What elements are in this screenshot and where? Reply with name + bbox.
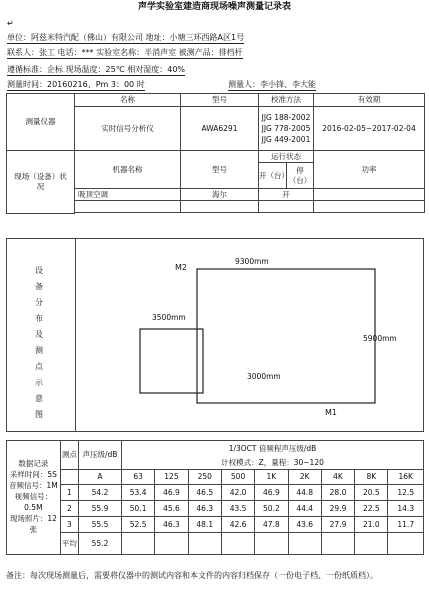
header-method: 校准方法 <box>259 94 314 107</box>
band-value: 42.6 <box>221 517 254 533</box>
col-run-status: 运行状态 <box>259 151 314 163</box>
band-value: 46.9 <box>255 485 288 501</box>
record-side-label: 数据记录 采样时间：5S 音频信号：1M 视频信号： 0.5M 现场照片：12 张 <box>7 441 61 555</box>
point-id: 1 <box>60 485 78 501</box>
band-value: 46.9 <box>155 485 188 501</box>
col-off: 停（台） <box>287 163 314 189</box>
band-500: 500 <box>221 470 254 485</box>
band-value: 46.3 <box>155 517 188 533</box>
band-63: 63 <box>121 470 154 485</box>
header-name: 名称 <box>75 94 181 107</box>
band-value: 43.5 <box>221 501 254 517</box>
empty-cell <box>75 201 181 213</box>
room-width-label: 9300mm <box>235 257 269 266</box>
instrument-name: 实时信号分析仪 <box>75 107 181 151</box>
band-value: 47.8 <box>255 517 288 533</box>
band-4k: 4K <box>321 470 354 485</box>
average-a: 55.2 <box>79 533 122 555</box>
point-m1: M1 <box>325 408 337 417</box>
info-unit: 单位：阿兹米特汽配（佛山）有限公司 地址：小塘三环西路A区1号 <box>7 33 245 42</box>
band-value: 22.5 <box>355 501 388 517</box>
equipment-model: 海尔 <box>181 189 259 201</box>
table-row-average <box>7 533 424 555</box>
weighting-mode: 计权模式：Z，量程：30~120 <box>121 456 423 470</box>
instrument-label: 测量仪器 <box>7 94 75 151</box>
band-value: 45.6 <box>155 501 188 517</box>
info-standard: 遵循标准：企标 现场温度：25℃ 相对湿度：40% <box>7 65 186 74</box>
band-16k: 16K <box>388 470 424 485</box>
empty-cell <box>181 201 259 213</box>
empty-cell <box>314 201 425 213</box>
band-1k: 1K <box>255 470 288 485</box>
info-contact: 联系人：张工 电话：*** 实验室名称：半消声室 被测产品：排档杆 <box>7 48 243 57</box>
band-value: 11.7 <box>388 517 424 533</box>
page-title: 声学实验室建造商现场噪声测量记录表 <box>137 2 291 12</box>
header-validity: 有效期 <box>314 94 425 107</box>
empty-cell <box>255 533 288 555</box>
average-label: 平均 <box>60 533 78 555</box>
spl-a: 54.2 <box>79 485 122 501</box>
instrument-model: AWA6291 <box>181 107 259 151</box>
info-time: 测量时间：20160216、Pm 3：00 时 <box>7 80 145 89</box>
empty-cell <box>388 533 424 555</box>
band-2k: 2K <box>288 470 321 485</box>
empty-cell <box>288 533 321 555</box>
paragraph-mark: ↵ <box>7 19 14 28</box>
band-value: 46.5 <box>188 485 221 501</box>
band-value: 48.1 <box>188 517 221 533</box>
room-depth-label: 5900mm <box>363 334 397 343</box>
band-8k: 8K <box>355 470 388 485</box>
band-value: 20.5 <box>355 485 388 501</box>
band-value: 42.0 <box>221 485 254 501</box>
equipment-name: 吸顶空调 <box>75 189 181 201</box>
band-value: 52.5 <box>121 517 154 533</box>
equipment-label: 现场（设备）状况 <box>7 151 75 214</box>
spacer <box>75 213 425 214</box>
octave-title: 1/3OCT 倍频程声压级/dB <box>121 441 423 456</box>
equipment-power <box>314 189 425 201</box>
empty-cell <box>355 533 388 555</box>
instrument-validity: 2016-02-05~2017-02-04 <box>314 107 425 151</box>
empty-cell <box>188 533 221 555</box>
col-on: 开（台） <box>259 163 287 189</box>
band-value: 12.5 <box>388 485 424 501</box>
col-machine-name: 机器名称 <box>75 151 181 189</box>
instrument-table <box>6 93 425 214</box>
footnote: 备注：每次现场测量后，需要将仪器中的测试内容和本文件的内容归档保存（一份电子档、一份纸质档）。 <box>6 571 378 580</box>
empty-cell <box>60 470 78 485</box>
records-table <box>6 440 424 555</box>
empty-cell <box>155 533 188 555</box>
band-250: 250 <box>188 470 221 485</box>
band-value: 14.3 <box>388 501 424 517</box>
equipment-width-label: 3000mm <box>247 372 281 381</box>
spl-header: 声压级/dB <box>79 441 122 470</box>
calibration-methods: JJG 188-2002 JJG 778-2005 JJG 449-2001 <box>259 107 314 151</box>
layout-diagram <box>6 238 424 432</box>
info-staff: 测量人：李小锋、李大能 <box>228 80 316 89</box>
band-value: 44.4 <box>288 501 321 517</box>
band-value: 28.0 <box>321 485 354 501</box>
diagram-label: 设 备 分 布 及 测 点 示 意 图 <box>7 239 76 431</box>
band-value: 50.1 <box>121 501 154 517</box>
col-power: 功率 <box>314 151 425 189</box>
empty-cell <box>121 533 154 555</box>
table-row <box>7 501 424 517</box>
band-value: 46.3 <box>188 501 221 517</box>
point-m2: M2 <box>175 263 187 272</box>
spl-a: 55.5 <box>79 517 122 533</box>
band-value: 53.4 <box>121 485 154 501</box>
band-value: 44.8 <box>288 485 321 501</box>
band-125: 125 <box>155 470 188 485</box>
header-model: 型号 <box>181 94 259 107</box>
empty-cell <box>259 201 314 213</box>
point-id: 2 <box>60 501 78 517</box>
table-row <box>7 517 424 533</box>
empty-cell <box>321 533 354 555</box>
table-row <box>7 485 424 501</box>
col-machine-model: 型号 <box>181 151 259 189</box>
band-value: 50.2 <box>255 501 288 517</box>
band-value: 29.9 <box>321 501 354 517</box>
point-id: 3 <box>60 517 78 533</box>
equipment-outline <box>140 329 203 393</box>
point-header: 测点 <box>60 441 78 470</box>
spl-a: 55.9 <box>79 501 122 517</box>
band-value: 43.6 <box>288 517 321 533</box>
equipment-status: 开 <box>259 189 314 201</box>
empty-cell <box>221 533 254 555</box>
unit-a: A <box>79 470 122 485</box>
band-value: 27.9 <box>321 517 354 533</box>
room-outline <box>197 269 375 403</box>
equipment-height-label: 3500mm <box>152 313 186 322</box>
band-value: 21.0 <box>355 517 388 533</box>
